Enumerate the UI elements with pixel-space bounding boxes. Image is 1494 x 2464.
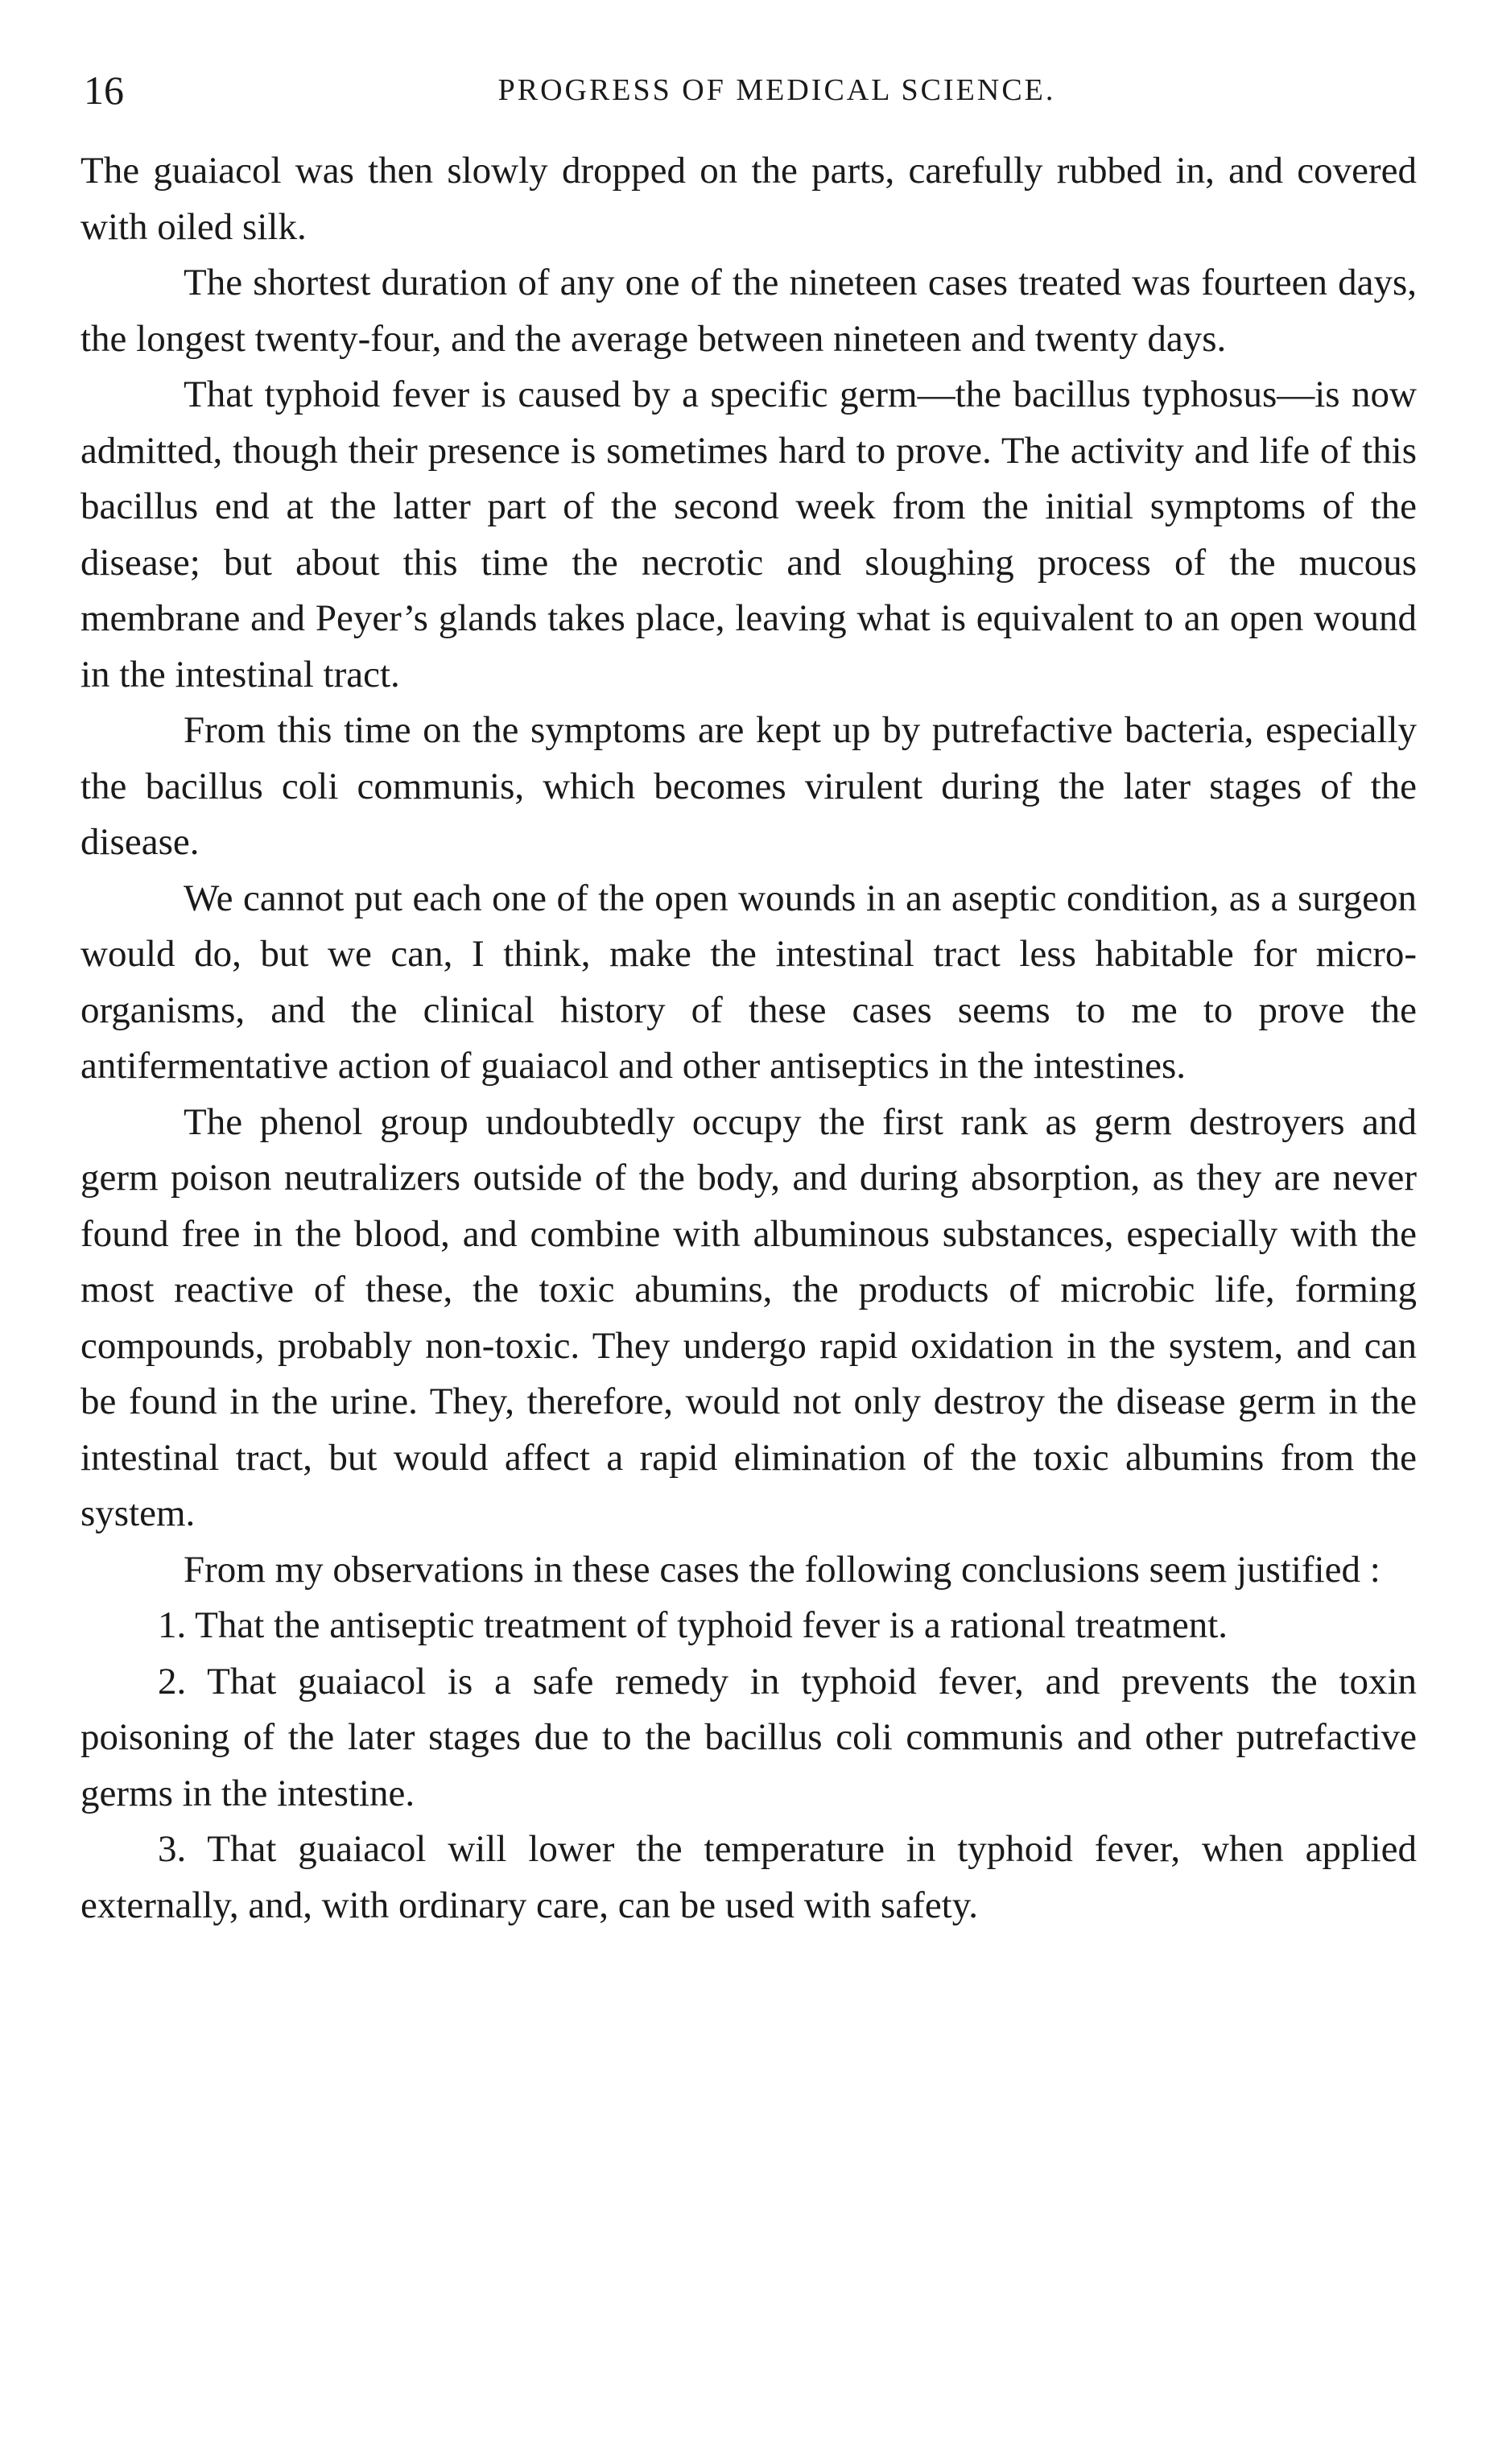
paragraph-putrefactive-bacteria: From this time on the symptoms are kept up by putrefactive bacteria, especially the bacillus coli communis, which becomes virulent during the later stages of the disease. (80, 709, 1417, 863)
conclusion-item-3: 3. That guaiacol will lower the temperature in typhoid fever, when applied externally, and, with ordinary care, can be used with safety. (80, 1828, 1417, 1926)
paragraph-guaiacol-application: The guaiacol was then slowly dropped on the parts, carefully rubbed in, and covered with oiled silk. (80, 150, 1417, 248)
conclusion-item-1: 1. That the antiseptic treatment of typhoid fever is a rational treatment. (158, 1604, 1228, 1646)
paragraph-phenol-group: The phenol group undoubtedly occupy the first rank as germ destroyers and germ poison neutralizers outside of the body, and during absorption, as they are never found free in the blood, and combine with albuminous substances, especially with the most reactive of these, the toxic abumins, the products of microbic life, forming compounds, probably non-toxic. They undergo rapid oxidation in the system, and can be found in the urine. They, therefore, would not only destroy the disease germ in the intestinal tract, but would affect a rapid elimination of the toxic albumins from the system. (80, 1100, 1417, 1534)
paragraph-bacillus-typhosus: That typhoid fever is caused by a specific germ—the bacillus typhosus—is now admitted, though their presence is sometimes hard to prove. The activity and life of this bacillus end at the latter part of the second week from the initial symptoms of the disease; but about this time the necrotic and sloughing process of the mucous membrane and Peyer’s glands takes place, leaving what is equivalent to an open wound in the intestinal tract. (80, 374, 1417, 695)
paragraph-duration: The shortest duration of any one of the nineteen cases treated was fourteen days, the longest twenty-four, and the average between nineteen and twenty days. (80, 262, 1417, 360)
running-head (84, 66, 1414, 114)
body-text (80, 143, 1417, 1934)
running-title: PROGRESS OF MEDICAL SCIENCE. (497, 73, 1056, 107)
paragraph-conclusions-intro: From my observations in these cases the following conclusions seem justified : (184, 1548, 1381, 1591)
page-number: 16 (84, 68, 124, 113)
paragraph-aseptic-condition: We cannot put each one of the open wounds in an aseptic condition, as a surgeon would do, but we can, I think, make the intestinal tract less habitable for micro-organisms, and the clinical history of these cases seems to me to prove the antifermentative action of guaiacol and other antiseptics in the intestines. (80, 877, 1417, 1087)
conclusion-item-2: 2. That guaiacol is a safe remedy in typhoid fever, and prevents the toxin poisoning of the later stages due to the bacillus coli communis and other putrefactive germs in the intestine. (80, 1660, 1417, 1814)
